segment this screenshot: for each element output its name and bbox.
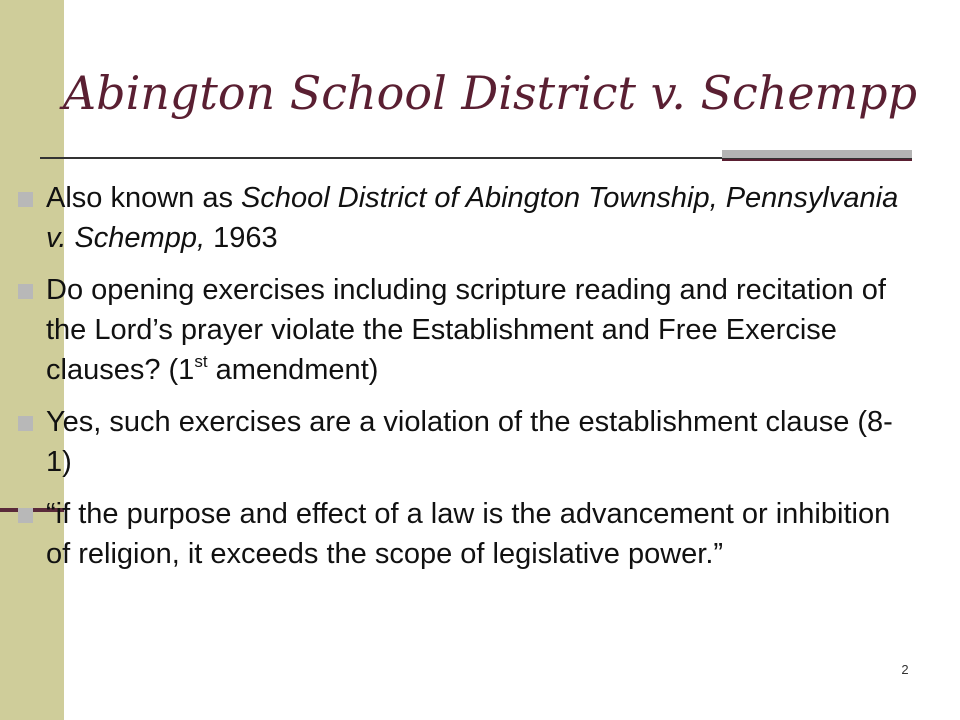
bullet-square-icon [18, 192, 33, 207]
title-underline-accent [722, 150, 912, 158]
slide-title: Abington School District v. Schempp [62, 66, 918, 120]
bullet-square-icon [18, 508, 33, 523]
ordinal-superscript: st [194, 352, 208, 371]
bullet-list [0, 178, 960, 586]
page-number: 2 [901, 662, 909, 677]
bullet-text-after: amendment) [207, 354, 379, 386]
case-alternate-name: School District of Abington Township, Pennsylvania v. Schempp, [46, 182, 899, 254]
title-underline-maroon [722, 159, 912, 161]
bullet-item-quote [0, 494, 906, 574]
bullet-text: “if the purpose and effect of a law is the advancement or inhibition of religion, it exceeds the scope of legislative power.” [46, 498, 891, 570]
bullet-square-icon [18, 284, 33, 299]
bullet-item-holding [0, 402, 906, 482]
bullet-square-icon [18, 416, 33, 431]
bullet-text: Do opening exercises including scripture reading and recitation of the Lord’s prayer violate the Establishment and Free Exercise clauses? (1 [46, 274, 886, 386]
bullet-item-also-known-as [0, 178, 906, 258]
case-year: 1963 [205, 222, 278, 254]
bullet-text-prefix: Also known as [46, 182, 242, 214]
bullet-item-question [0, 270, 906, 390]
bullet-text: Yes, such exercises are a violation of the establishment clause (8-1) [46, 406, 893, 478]
